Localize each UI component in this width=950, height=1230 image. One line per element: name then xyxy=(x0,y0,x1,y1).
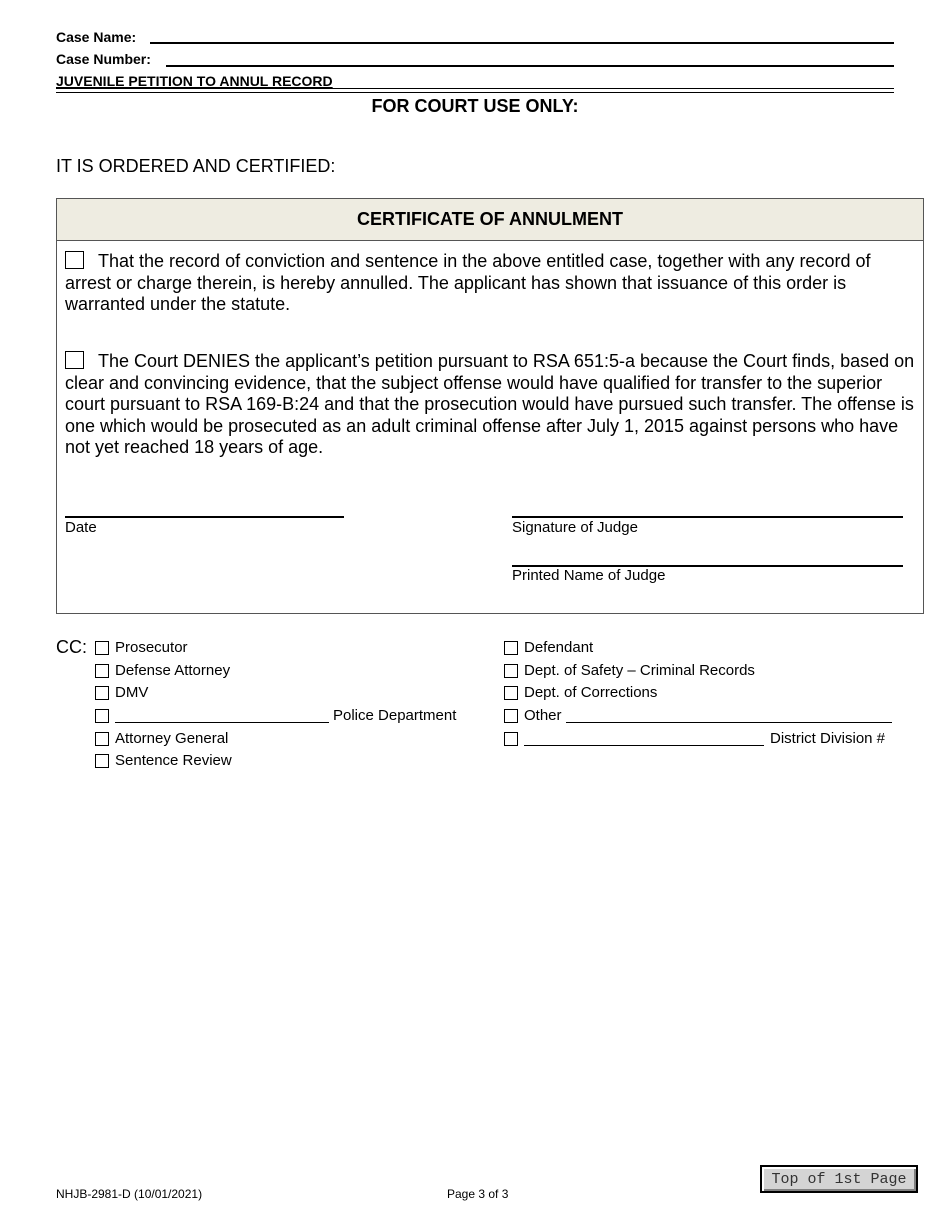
cc-defendant xyxy=(504,639,593,656)
date-line[interactable] xyxy=(65,516,344,518)
cc-dept-corrections xyxy=(504,684,657,701)
annul-option xyxy=(65,251,915,316)
cc-other-label: Other xyxy=(524,707,562,724)
cc-prosecutor xyxy=(95,639,188,656)
dmv-checkbox[interactable] xyxy=(95,686,109,700)
deny-checkbox[interactable] xyxy=(65,351,84,369)
signature-label: Signature of Judge xyxy=(512,519,638,536)
case-number-field[interactable] xyxy=(166,65,894,67)
case-number-label: Case Number: xyxy=(56,51,151,67)
police-department-checkbox[interactable] xyxy=(95,709,109,723)
cc-district-division xyxy=(504,730,885,747)
case-name-field[interactable] xyxy=(150,42,894,44)
district-division-name-field[interactable] xyxy=(524,731,764,746)
form-id: NHJB-2981-D (10/01/2021) xyxy=(56,1187,203,1201)
date-label: Date xyxy=(65,519,97,536)
cc-dept-safety-label: Dept. of Safety – Criminal Records xyxy=(524,662,755,679)
deny-option-text: The Court DENIES the applicant’s petition pursuant to RSA 651:5-a because the Court finds, based on clear and convincing evidence, that the subject offense would have qualified for transfer to the superior court pursuant to RSA 169-B:24 and that the prosecution would have pursued such transfer. The offense is one which would be prosecuted as an adult criminal offense after July 1, 2015 against persons who have not yet reached 18 years of age. xyxy=(65,351,915,457)
cc-district-division-label: District Division # xyxy=(770,730,886,747)
form-title: JUVENILE PETITION TO ANNUL RECORD xyxy=(56,73,333,89)
printed-name-label: Printed Name of Judge xyxy=(512,567,666,584)
cc-police-department-label: Police Department xyxy=(333,707,457,724)
annul-checkbox[interactable] xyxy=(65,251,84,269)
signature-line[interactable] xyxy=(512,516,903,518)
defendant-checkbox[interactable] xyxy=(504,641,518,655)
header-double-rule xyxy=(56,88,894,93)
prosecutor-checkbox[interactable] xyxy=(95,641,109,655)
cc-defense-attorney xyxy=(95,662,230,679)
deny-option xyxy=(65,351,915,459)
cc-dmv xyxy=(95,684,148,701)
dept-corrections-checkbox[interactable] xyxy=(504,686,518,700)
district-division-checkbox[interactable] xyxy=(504,732,518,746)
cc-prosecutor-label: Prosecutor xyxy=(115,639,188,656)
top-of-first-page-button[interactable]: Top of 1st Page xyxy=(760,1165,918,1193)
defense-attorney-checkbox[interactable] xyxy=(95,664,109,678)
case-name-label: Case Name: xyxy=(56,29,137,45)
cc-dept-safety xyxy=(504,662,755,679)
page-number: Page 3 of 3 xyxy=(447,1187,509,1201)
cc-sentence-review-label: Sentence Review xyxy=(115,752,232,769)
other-name-field[interactable] xyxy=(566,708,892,723)
annul-option-text: That the record of conviction and sentence in the above entitled case, together with any record of arrest or charge therein, is hereby annulled. The applicant has shown that issuance of this order is warranted under the statute. xyxy=(65,251,871,314)
cc-sentence-review xyxy=(95,752,232,769)
cc-dept-corrections-label: Dept. of Corrections xyxy=(524,684,658,701)
certificate-box xyxy=(56,198,924,614)
court-use-heading: FOR COURT USE ONLY: xyxy=(371,96,579,116)
cc-other xyxy=(504,707,896,724)
cc-attorney-general xyxy=(95,730,228,747)
sentence-review-checkbox[interactable] xyxy=(95,754,109,768)
cc-police-department xyxy=(95,707,456,724)
cc-attorney-general-label: Attorney General xyxy=(115,730,229,747)
police-department-name-field[interactable] xyxy=(115,708,329,723)
cc-label: CC: xyxy=(56,637,87,657)
attorney-general-checkbox[interactable] xyxy=(95,732,109,746)
other-checkbox[interactable] xyxy=(504,709,518,723)
dept-safety-checkbox[interactable] xyxy=(504,664,518,678)
cc-dmv-label: DMV xyxy=(115,684,149,701)
cc-defense-attorney-label: Defense Attorney xyxy=(115,662,231,679)
ordered-statement: IT IS ORDERED AND CERTIFIED: xyxy=(56,156,336,176)
cc-defendant-label: Defendant xyxy=(524,639,594,656)
certificate-heading: CERTIFICATE OF ANNULMENT xyxy=(57,199,923,241)
